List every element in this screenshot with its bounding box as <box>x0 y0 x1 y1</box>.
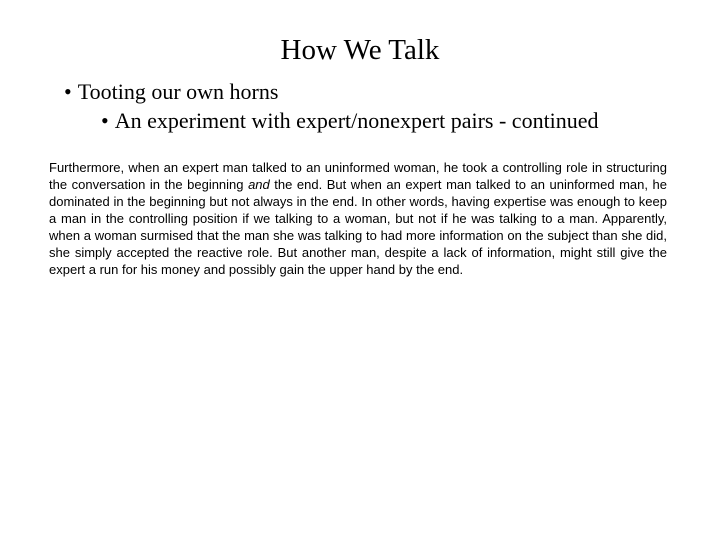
bullet-icon: • <box>64 79 72 104</box>
bullet-level-1 <box>64 78 278 106</box>
bullet-level-2-text: An experiment with expert/nonexpert pairs - continued <box>114 108 599 133</box>
paragraph-text-start: Furthermore, when an expert man talked to an uninformed woman, he took a controlling role in structuring the conversation in the beginning <box>49 160 667 192</box>
slide-title: How We Talk <box>280 34 440 66</box>
paragraph-italic-word: and <box>248 177 270 192</box>
paragraph-text-end: the end. But when an expert man talked to an uninformed man, he dominated in the beginning but not always in the end. In other words, having expertise was enough to keep a man in the controlling position if we talking to a woman, but not if he was talking to a man. Apparently, when a woman surmised that the man she was talking to had more information on the subject than she did, she simply accepted the reactive role. But another man, despite a lack of information, might still give the expert a run for his money and possibly gain the upper hand by the end. <box>49 177 667 277</box>
bullet-level-1-text: Tooting our own horns <box>77 79 279 104</box>
bullet-level-2 <box>101 107 599 135</box>
body-paragraph <box>49 159 667 278</box>
bullet-icon: • <box>101 108 109 133</box>
